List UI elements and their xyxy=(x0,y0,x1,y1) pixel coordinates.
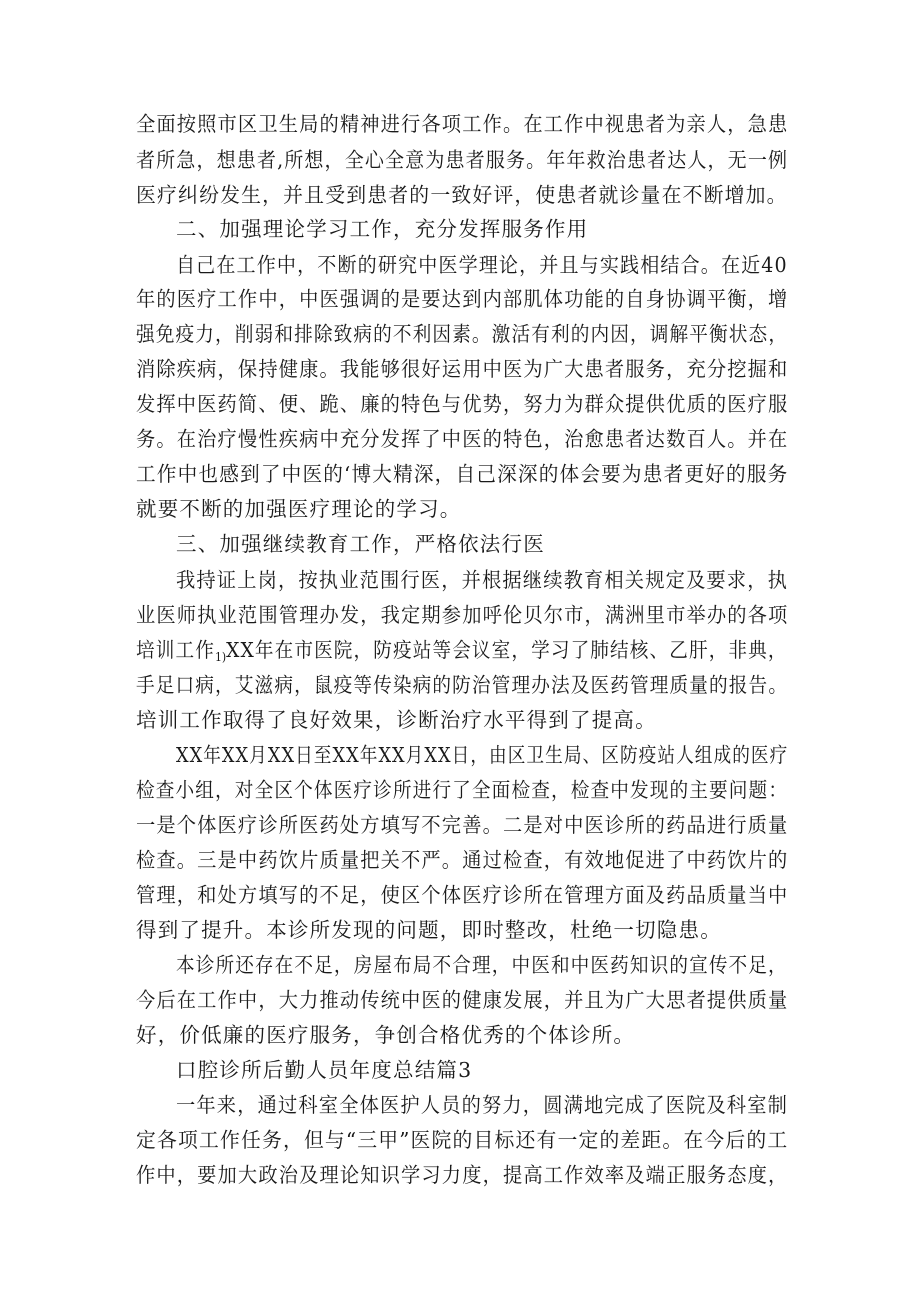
text-line: 就要不断的加强医疗理论的学习。 xyxy=(136,497,462,521)
text-line: 本诊所还存在不足，房屋布局不合理，中医和中医药知识的宣传不足， xyxy=(176,953,788,977)
section-heading: 口腔诊所后勤人员年度总结篇3 xyxy=(176,1058,473,1082)
text-line: 工作中也感到了中医的‘博大精深，自己深深的体会要为患者更好的服务 xyxy=(136,462,789,486)
text-line: 定各项工作任务，但与“三甲”医院的目标还有一定的差距。在今后的工 xyxy=(136,1128,789,1152)
text-line: 业医师执业范围管理办发，我定期参加呼伦贝尔市，满洲里市举办的各项 xyxy=(136,603,789,627)
text-line: 得到了提升。本诊所发现的问题，即时整改，杜绝一切隐患。 xyxy=(136,918,722,942)
text-line xyxy=(136,635,788,665)
text-line: 年的医疗工作中，中医强调的是要达到内部肌体功能的自身协调平衡，增 xyxy=(136,287,789,311)
text-line: 发挥中医药简、便、跪、廉的特色与优势，努力为群众提供优质的医疗服 xyxy=(136,392,789,416)
text-line: 检查小组，对全区个体医疗诊所进行了全面检查，检查中发现的主要问题： xyxy=(136,778,789,802)
text-line: 管理，和处方填写的不足，使区个体医疗诊所在管理方面及药品质量当中 xyxy=(136,883,789,907)
text-line: 一年来，通过科室全体医护人员的努力，圆满地完成了医院及科室制 xyxy=(176,1093,789,1117)
text-line: 今后在工作中，大力推动传统中医的健康发展，并且为广大思者提供质量 xyxy=(136,988,789,1012)
text-line: 务。在治疗慢性疾病中充分发挥了中医的特色，治愈患者达数百人。并在 xyxy=(136,427,789,451)
text-line: 者所急，想患者,所想，全心全意为患者服务。年年救治患者达人，无一例 xyxy=(136,148,789,172)
text-line: 检查。三是中药饮片质量把关不严。通过检查，有效地促进了中药饮片的 xyxy=(136,848,789,872)
section-heading: 二、加强理论学习工作，充分发挥服务作用 xyxy=(176,217,589,241)
text-line: 消除疾病，保持健康。我能够很好运用中医为广大患者服务，充分挖掘和 xyxy=(136,357,789,381)
text-line: 我持证上岗，按执业范围行医，并根据继续教育相关规定及要求，执 xyxy=(176,568,789,592)
text-line: 一是个体医疗诊所医药处方填写不完善。二是对中医诊所的药品进行质量 xyxy=(136,813,789,837)
text-segment: 培训工作 xyxy=(136,638,215,662)
text-segment: XX年在市医院，防疫站等会议室，学习了肺结核、乙肝，非典， xyxy=(226,638,788,662)
text-line: 强免疫力，削弱和排除致病的不利因素。激活有利的内因，调解平衡状态， xyxy=(136,322,789,346)
text-line: 培训工作取得了良好效果，诊断治疗水平得到了提高。 xyxy=(136,708,657,732)
text-line: XX年XX月XX日至XX年XX月XX日，由区卫生局、区防疫站人组成的医疗 xyxy=(176,743,789,767)
text-line: 好，价低廉的医疗服务，争创合格优秀的个体诊所。 xyxy=(136,1023,636,1047)
section-heading: 三、加强继续教育工作，严格依法行医 xyxy=(176,532,545,556)
text-line: 作中，要加大政治及理论知识学习力度，提高工作效率及端正服务态度， xyxy=(136,1163,789,1187)
text-line: 全面按照市区卫生局的精神进行各项工作。在工作中视患者为亲人，急患 xyxy=(136,112,789,136)
text-line: 手足口病，艾滋病，鼠疫等传染病的防治管理办法及医药管理质量的报告。 xyxy=(136,673,789,697)
text-line: 医疗纠纷发生，并且受到患者的一致好评，使患者就诊量在不断增加。 xyxy=(136,183,788,207)
inline-mark: 1) xyxy=(214,650,227,664)
text-line: 自己在工作中，不断的研究中医学理论，并且与实践相结合。在近40 xyxy=(176,253,788,277)
